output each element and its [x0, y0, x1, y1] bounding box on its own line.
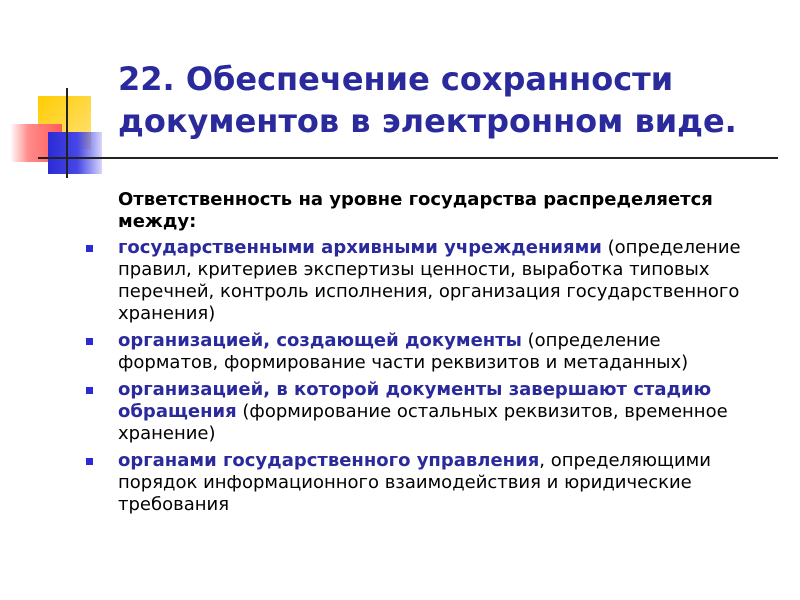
- bullet-list: [80, 237, 760, 521]
- list-item: [80, 237, 760, 325]
- list-item: [80, 450, 760, 516]
- bullet-highlight: организацией, создающей документы: [118, 330, 522, 351]
- slide-title: 22. Обеспечение сохранности документов в электронном виде.: [118, 60, 737, 140]
- bullet-square-icon: [86, 338, 93, 345]
- decorative-blue-square: [48, 132, 102, 174]
- bullet-square-icon: [86, 458, 93, 465]
- bullet-text: (формирование остальных реквизитов, временное хранение): [118, 401, 728, 444]
- bullet-text: (определение правил, критериев экспертизы ценности, выработка типовых перечней, контроль исполнения, организация государственного хранения): [118, 237, 741, 324]
- intro-text: Ответственность на уровне государства распределяется между:: [118, 189, 713, 232]
- bullet-highlight: государственными архивными учреждениями: [118, 237, 602, 258]
- bullet-highlight: органами государственного управления: [118, 450, 540, 471]
- list-item: [80, 330, 760, 374]
- decorative-vertical-line: [66, 88, 68, 178]
- bullet-highlight: организацией, в которой документы завершают стадию обращения: [118, 379, 712, 422]
- bullet-text: (определение форматов, формирование части реквизитов и метаданных): [118, 330, 689, 373]
- list-item: [80, 379, 760, 445]
- bullet-text: , определяющими порядок информационного взаимодействия и юридические требования: [118, 450, 711, 515]
- bullet-square-icon: [86, 387, 93, 394]
- bullet-square-icon: [86, 245, 93, 252]
- title-underline: [38, 157, 778, 159]
